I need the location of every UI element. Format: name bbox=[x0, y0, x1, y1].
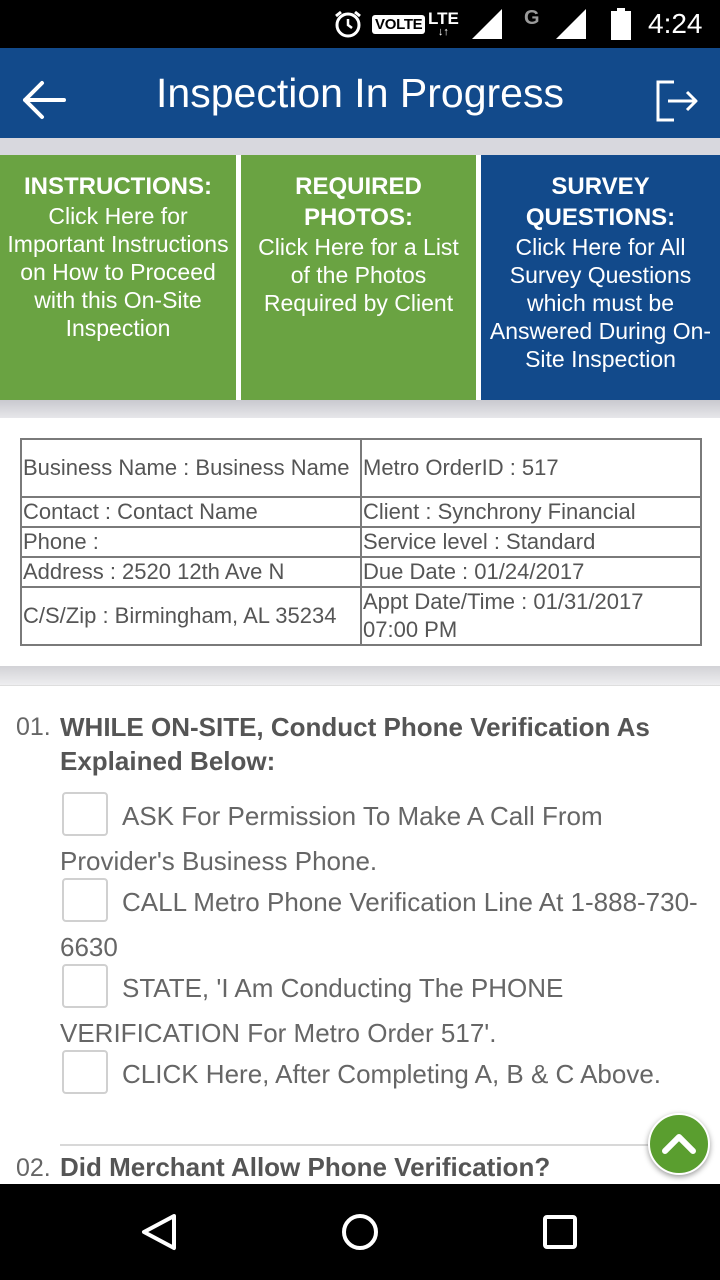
checkbox[interactable] bbox=[62, 792, 108, 836]
checklist-item-label: STATE, 'I Am Conducting The PHONE VERIFICATION For Metro Order 517'. bbox=[60, 973, 564, 1049]
required-photos-heading: REQUIRED PHOTOS: bbox=[295, 173, 422, 231]
question-divider bbox=[60, 1144, 680, 1146]
clock-time: 4:24 bbox=[648, 8, 703, 39]
checkbox[interactable] bbox=[62, 964, 108, 1008]
section-divider-band bbox=[0, 666, 720, 686]
status-bar bbox=[0, 0, 720, 48]
appointment-cell: Appt Date/Time : 01/31/2017 07:00 PM bbox=[361, 587, 701, 645]
order-info-table bbox=[20, 438, 702, 646]
phone-cell: Phone : bbox=[21, 527, 361, 557]
business-name-cell: Business Name : Business Name bbox=[21, 439, 361, 497]
checklist-item-call[interactable] bbox=[60, 881, 700, 968]
signal-icon-2 bbox=[554, 0, 588, 48]
service-level-cell: Service level : Standard bbox=[361, 527, 701, 557]
signal-icon bbox=[470, 0, 504, 48]
survey-questions-text: Click Here for All Survey Questions which must be Answered During On-Site Inspection bbox=[489, 234, 712, 372]
checklist-item-label: ASK For Permission To Make A Call From Provider's Business Phone. bbox=[60, 801, 603, 877]
chevron-up-icon bbox=[650, 1115, 708, 1173]
question-title: Did Merchant Allow Phone Verification? bbox=[60, 1152, 551, 1182]
order-id-cell: Metro OrderID : 517 bbox=[361, 439, 701, 497]
instructions-tile[interactable] bbox=[0, 155, 236, 400]
checklist-item-label: CALL Metro Phone Verification Line At 1-888-730-6630 bbox=[60, 887, 698, 963]
volte-badge: VOLTE bbox=[372, 0, 425, 48]
checklist-item-ask[interactable] bbox=[60, 795, 700, 882]
contact-cell: Contact : Contact Name bbox=[21, 497, 361, 527]
question-title: WHILE ON-SITE, Conduct Phone Verification As Explained Below: bbox=[60, 712, 650, 776]
question-number: 01. bbox=[16, 713, 51, 741]
due-date-cell: Due Date : 01/24/2017 bbox=[361, 557, 701, 587]
app-header bbox=[0, 48, 720, 138]
page-title: Inspection In Progress bbox=[156, 70, 564, 116]
logout-icon[interactable] bbox=[654, 78, 700, 124]
tiles-divider-band bbox=[0, 400, 720, 418]
checklist-item-click[interactable] bbox=[60, 1053, 700, 1098]
nav-recents-icon[interactable] bbox=[532, 1204, 588, 1260]
back-arrow-icon[interactable] bbox=[20, 78, 68, 122]
checkbox[interactable] bbox=[62, 1050, 108, 1094]
nav-back-icon[interactable] bbox=[132, 1204, 188, 1260]
client-cell: Client : Synchrony Financial bbox=[361, 497, 701, 527]
nav-home-icon[interactable] bbox=[332, 1204, 388, 1260]
scroll-to-top-button[interactable] bbox=[648, 1113, 710, 1175]
alarm-icon bbox=[333, 0, 363, 48]
question-number: 02. bbox=[16, 1154, 51, 1182]
checklist-item-label: CLICK Here, After Completing A, B & C Above. bbox=[122, 1059, 662, 1089]
system-nav-bar bbox=[0, 1184, 720, 1280]
required-photos-tile[interactable] bbox=[241, 155, 476, 400]
network-g-label: G bbox=[524, 6, 540, 29]
survey-questions-heading: SURVEY QUESTIONS: bbox=[525, 173, 676, 231]
checkbox[interactable] bbox=[62, 878, 108, 922]
header-divider-band bbox=[0, 138, 720, 155]
survey-questions-tile[interactable] bbox=[481, 155, 720, 400]
city-state-zip-cell: C/S/Zip : Birmingham, AL 35234 bbox=[21, 587, 361, 645]
required-photos-text: Click Here for a List of the Photos Required by Client bbox=[258, 234, 459, 316]
lte-indicator: LTE ↓↑ bbox=[428, 9, 459, 38]
battery-icon bbox=[610, 0, 632, 48]
instructions-heading: INSTRUCTIONS: bbox=[24, 173, 212, 200]
instructions-text: Click Here for Important Instructions on How to Proceed with this On-Site Inspection bbox=[7, 203, 229, 341]
checklist-item-state[interactable] bbox=[60, 967, 700, 1054]
address-cell: Address : 2520 12th Ave N bbox=[21, 557, 361, 587]
